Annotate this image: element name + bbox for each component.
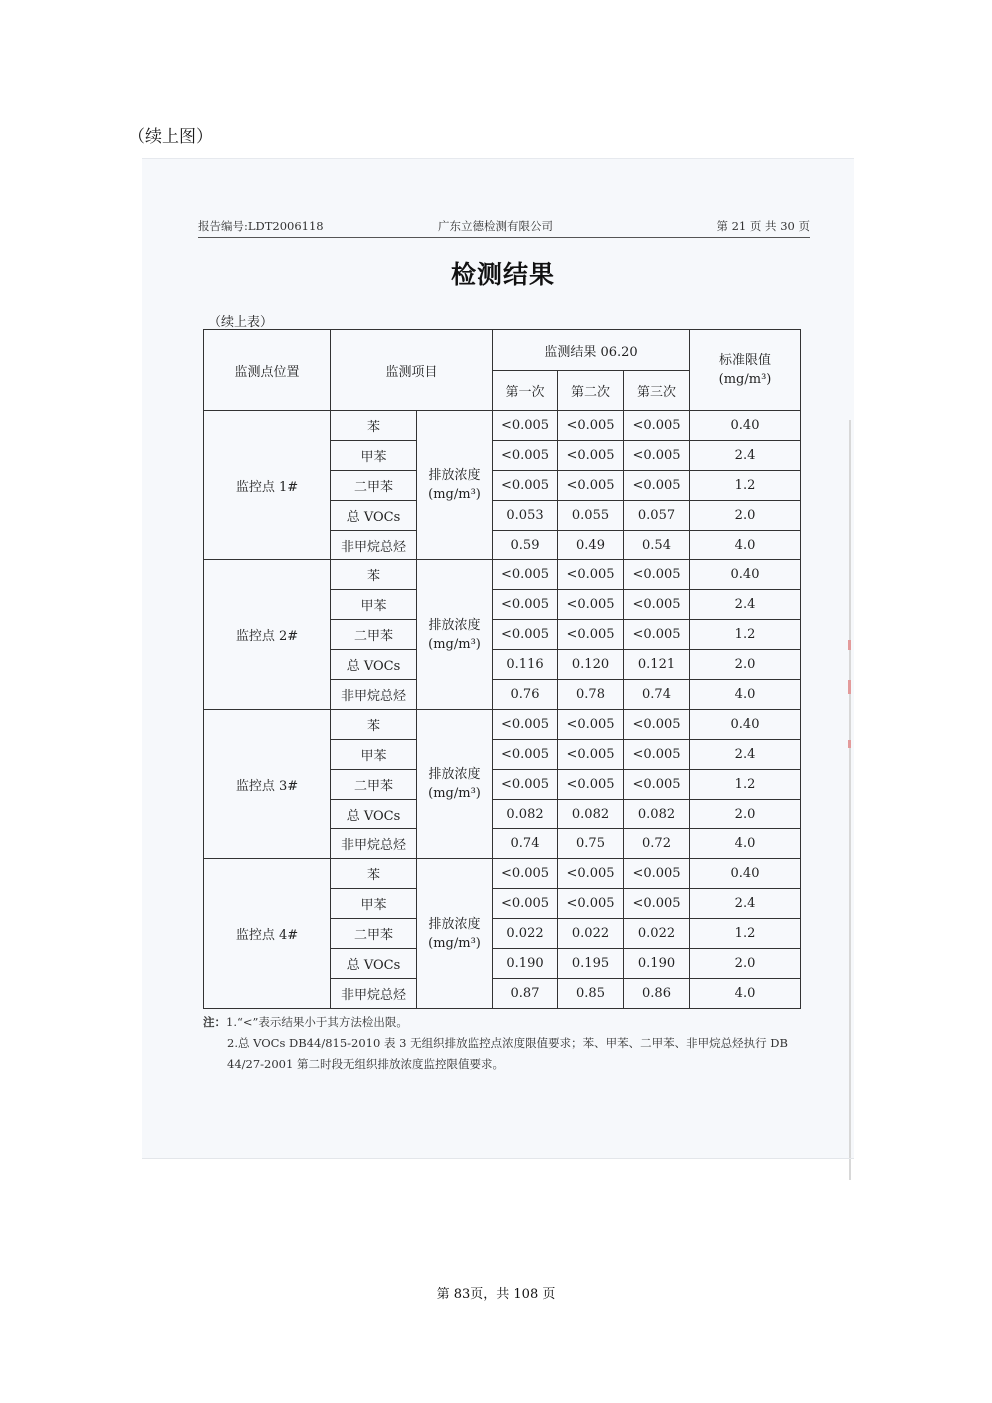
result-cell: <0.005 bbox=[493, 590, 558, 620]
col-header-first: 第一次 bbox=[493, 371, 558, 411]
limit-cell: 4.0 bbox=[690, 978, 801, 1008]
item-cell: 总 VOCs bbox=[331, 799, 417, 829]
result-cell: <0.005 bbox=[558, 560, 624, 590]
item-cell: 总 VOCs bbox=[331, 650, 417, 680]
results-body bbox=[204, 411, 801, 1009]
measure-type: 排放浓度 bbox=[428, 468, 481, 484]
result-cell: <0.005 bbox=[558, 709, 624, 739]
result-cell: 0.121 bbox=[624, 650, 690, 680]
col-header-item: 监测项目 bbox=[331, 330, 493, 411]
page-footer: 第 83页，共 108 页 bbox=[436, 1287, 556, 1302]
result-cell: 0.72 bbox=[624, 829, 690, 859]
item-cell: 非甲烷总烃 bbox=[331, 680, 417, 710]
result-cell: 0.022 bbox=[493, 919, 558, 949]
item-cell: 总 VOCs bbox=[331, 500, 417, 530]
limit-cell: 1.2 bbox=[690, 620, 801, 650]
location-cell: 监控点 2# bbox=[204, 560, 331, 709]
limit-cell: 1.2 bbox=[690, 769, 801, 799]
result-cell: <0.005 bbox=[624, 411, 690, 441]
result-cell: <0.005 bbox=[624, 859, 690, 889]
col-header-limit bbox=[690, 330, 801, 411]
result-cell: <0.005 bbox=[493, 440, 558, 470]
limit-cell: 1.2 bbox=[690, 470, 801, 500]
limit-unit: (mg/m³) bbox=[718, 372, 772, 387]
item-cell: 二甲苯 bbox=[331, 470, 417, 500]
item-cell: 苯 bbox=[331, 560, 417, 590]
result-cell: <0.005 bbox=[558, 859, 624, 889]
item-cell: 二甲苯 bbox=[331, 769, 417, 799]
result-cell: <0.005 bbox=[558, 590, 624, 620]
note-line-1: 注：1.“<”表示结果小于其方法检出限。 bbox=[203, 1015, 408, 1029]
limit-cell: 0.40 bbox=[690, 411, 801, 441]
result-cell: 0.022 bbox=[624, 919, 690, 949]
item-cell: 总 VOCs bbox=[331, 949, 417, 979]
item-cell: 苯 bbox=[331, 411, 417, 441]
notes bbox=[203, 1012, 813, 1075]
report-number: 报告编号:LDT2006118 bbox=[198, 219, 324, 233]
result-cell: <0.005 bbox=[558, 620, 624, 650]
limit-cell: 1.2 bbox=[690, 919, 801, 949]
result-cell: <0.005 bbox=[558, 889, 624, 919]
result-cell: 0.053 bbox=[493, 500, 558, 530]
result-cell: <0.005 bbox=[558, 739, 624, 769]
measure-unit: (mg/m³) bbox=[428, 487, 481, 503]
result-cell: 0.082 bbox=[624, 799, 690, 829]
item-cell: 甲苯 bbox=[331, 889, 417, 919]
scan-mark bbox=[848, 740, 851, 748]
col-header-third: 第三次 bbox=[624, 371, 690, 411]
item-cell: 非甲烷总烃 bbox=[331, 978, 417, 1008]
scan-mark bbox=[848, 680, 851, 694]
results-table bbox=[203, 329, 801, 1009]
result-cell: 0.87 bbox=[493, 978, 558, 1008]
result-cell: 0.190 bbox=[493, 949, 558, 979]
result-cell: <0.005 bbox=[493, 769, 558, 799]
col-header-results: 监测结果 06.20 bbox=[493, 330, 690, 371]
table-row bbox=[204, 709, 801, 739]
result-cell: <0.005 bbox=[558, 470, 624, 500]
limit-cell: 4.0 bbox=[690, 829, 801, 859]
measure-type-cell bbox=[417, 709, 493, 858]
item-cell: 苯 bbox=[331, 709, 417, 739]
measure-type-cell bbox=[417, 411, 493, 560]
location-cell: 监控点 4# bbox=[204, 859, 331, 1008]
limit-cell: 4.0 bbox=[690, 530, 801, 560]
continued-label: （续上表） bbox=[208, 315, 274, 330]
result-cell: <0.005 bbox=[558, 411, 624, 441]
result-cell: <0.005 bbox=[493, 859, 558, 889]
col-header-location: 监测点位置 bbox=[204, 330, 331, 411]
result-cell: <0.005 bbox=[558, 440, 624, 470]
result-cell: 0.082 bbox=[558, 799, 624, 829]
result-cell: 0.057 bbox=[624, 500, 690, 530]
company-name: 广东立德检测有限公司 bbox=[438, 219, 553, 233]
result-cell: 0.74 bbox=[624, 680, 690, 710]
item-cell: 甲苯 bbox=[331, 440, 417, 470]
result-cell: <0.005 bbox=[624, 590, 690, 620]
note-line-2: 2.总 VOCs DB44/815-2010 表 3 无组织排放监控点浓度限值要求；苯、甲苯、二甲苯、非甲烷总烃执行 DB bbox=[227, 1036, 788, 1050]
limit-cell: 4.0 bbox=[690, 680, 801, 710]
result-cell: 0.195 bbox=[558, 949, 624, 979]
result-cell: <0.005 bbox=[493, 470, 558, 500]
scan-edge-bottom bbox=[142, 1158, 854, 1159]
result-cell: 0.082 bbox=[493, 799, 558, 829]
result-cell: <0.005 bbox=[624, 470, 690, 500]
measure-type: 排放浓度 bbox=[428, 916, 481, 932]
result-cell: <0.005 bbox=[624, 440, 690, 470]
measure-type: 排放浓度 bbox=[428, 767, 481, 783]
limit-cell: 2.4 bbox=[690, 889, 801, 919]
result-cell: <0.005 bbox=[624, 769, 690, 799]
table-row bbox=[204, 411, 801, 441]
header-rule bbox=[198, 237, 810, 238]
result-cell: 0.120 bbox=[558, 650, 624, 680]
item-cell: 苯 bbox=[331, 859, 417, 889]
result-cell: 0.54 bbox=[624, 530, 690, 560]
result-cell: 0.49 bbox=[558, 530, 624, 560]
note-line-3: 44/27-2001 第二时段无组织排放浓度监控限值要求。 bbox=[227, 1057, 504, 1071]
item-cell: 二甲苯 bbox=[331, 620, 417, 650]
result-cell: 0.116 bbox=[493, 650, 558, 680]
location-cell: 监控点 3# bbox=[204, 709, 331, 858]
result-cell: <0.005 bbox=[493, 739, 558, 769]
limit-cell: 0.40 bbox=[690, 560, 801, 590]
report-page-info: 第 21 页 共 30 页 bbox=[716, 219, 810, 233]
result-cell: 0.74 bbox=[493, 829, 558, 859]
header-row-1 bbox=[204, 330, 801, 371]
result-cell: <0.005 bbox=[493, 560, 558, 590]
limit-cell: 0.40 bbox=[690, 859, 801, 889]
result-cell: 0.190 bbox=[624, 949, 690, 979]
limit-cell: 2.0 bbox=[690, 500, 801, 530]
result-cell: <0.005 bbox=[493, 889, 558, 919]
result-cell: <0.005 bbox=[493, 620, 558, 650]
result-cell: 0.022 bbox=[558, 919, 624, 949]
measure-type: 排放浓度 bbox=[428, 617, 481, 633]
table-row bbox=[204, 560, 801, 590]
notes-label: 注： bbox=[203, 1015, 226, 1029]
measure-unit: (mg/m³) bbox=[428, 636, 481, 652]
scan-edge-right bbox=[849, 420, 851, 1180]
location-cell: 监控点 1# bbox=[204, 411, 331, 560]
result-cell: <0.005 bbox=[624, 889, 690, 919]
item-cell: 甲苯 bbox=[331, 739, 417, 769]
limit-cell: 2.0 bbox=[690, 799, 801, 829]
limit-cell: 2.0 bbox=[690, 949, 801, 979]
result-cell: 0.78 bbox=[558, 680, 624, 710]
limit-cell: 2.4 bbox=[690, 739, 801, 769]
item-cell: 二甲苯 bbox=[331, 919, 417, 949]
result-cell: <0.005 bbox=[624, 620, 690, 650]
result-cell: <0.005 bbox=[493, 411, 558, 441]
result-cell: 0.76 bbox=[493, 680, 558, 710]
scan-mark bbox=[848, 640, 851, 650]
document-title: 检测结果 bbox=[450, 260, 555, 289]
limit-cell: 2.4 bbox=[690, 440, 801, 470]
result-cell: 0.86 bbox=[624, 978, 690, 1008]
item-cell: 非甲烷总烃 bbox=[331, 829, 417, 859]
col-header-second: 第二次 bbox=[558, 371, 624, 411]
result-cell: 0.75 bbox=[558, 829, 624, 859]
page-caption: （续上图） bbox=[128, 127, 213, 147]
measure-unit: (mg/m³) bbox=[428, 786, 481, 802]
result-cell: <0.005 bbox=[493, 709, 558, 739]
result-cell: 0.85 bbox=[558, 978, 624, 1008]
result-cell: <0.005 bbox=[624, 560, 690, 590]
table-row bbox=[204, 859, 801, 889]
item-cell: 甲苯 bbox=[331, 590, 417, 620]
result-cell: 0.59 bbox=[493, 530, 558, 560]
result-cell: <0.005 bbox=[624, 739, 690, 769]
limit-cell: 2.4 bbox=[690, 590, 801, 620]
item-cell: 非甲烷总烃 bbox=[331, 530, 417, 560]
measure-type-cell bbox=[417, 560, 493, 709]
report-header bbox=[198, 218, 810, 236]
measure-type-cell bbox=[417, 859, 493, 1008]
result-cell: <0.005 bbox=[558, 769, 624, 799]
result-cell: 0.055 bbox=[558, 500, 624, 530]
result-cell: <0.005 bbox=[624, 709, 690, 739]
measure-unit: (mg/m³) bbox=[428, 935, 481, 951]
limit-cell: 0.40 bbox=[690, 709, 801, 739]
limit-cell: 2.0 bbox=[690, 650, 801, 680]
limit-label: 标准限值 bbox=[719, 353, 772, 368]
